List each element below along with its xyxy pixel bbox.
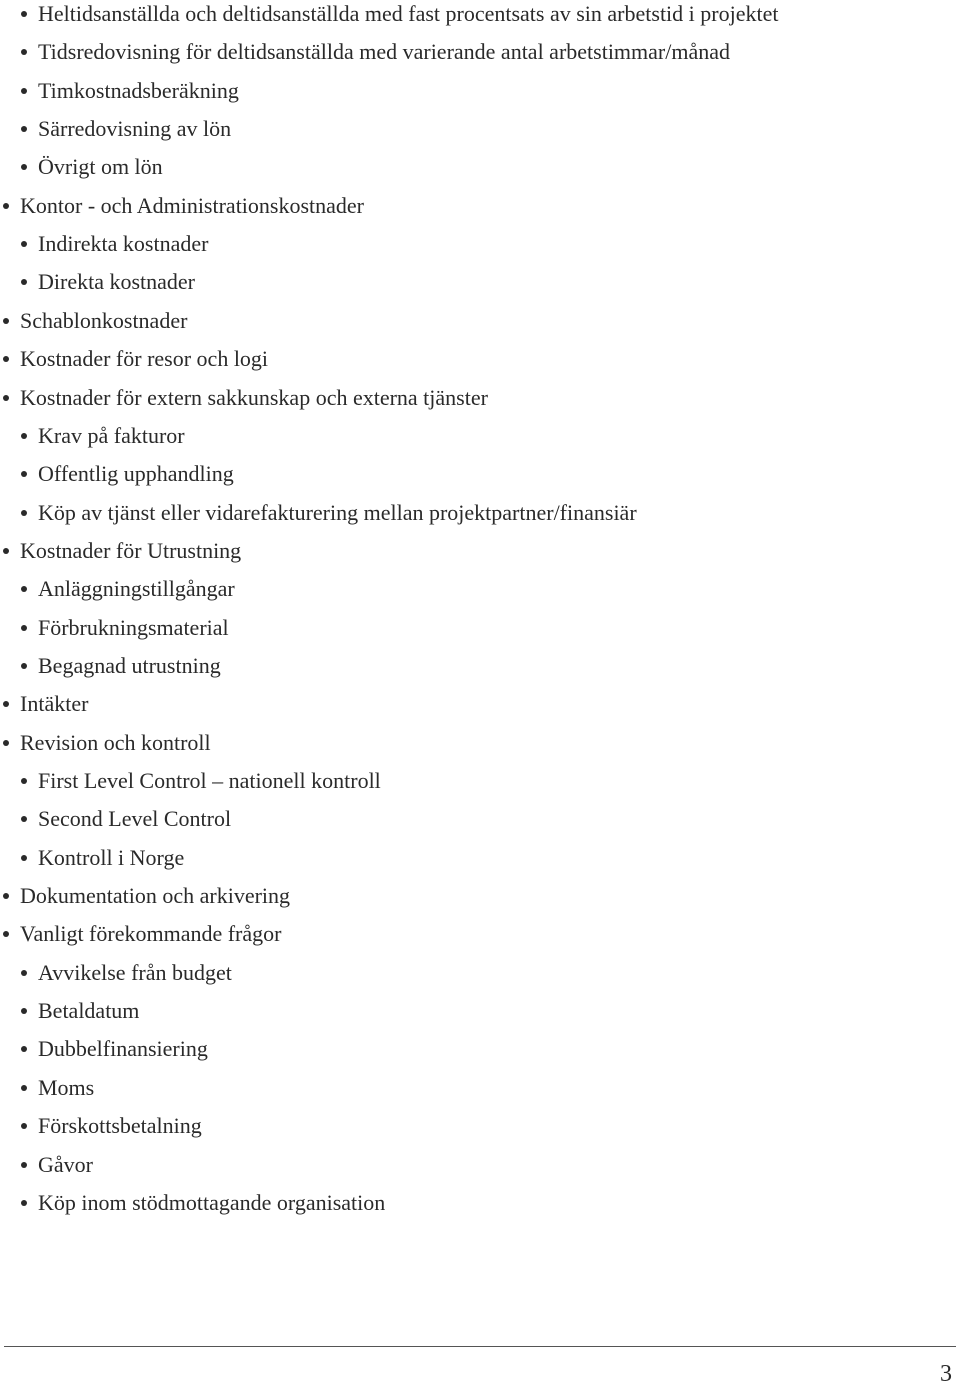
bullet-icon [3, 203, 9, 209]
list-item-label: Direkta kostnader [38, 269, 195, 295]
list-item-label: Övrigt om lön [38, 154, 163, 180]
list-item-label: Offentlig upphandling [38, 461, 234, 487]
bullet-icon [21, 1008, 27, 1014]
list-item-label: Dokumentation och arkivering [20, 883, 291, 909]
bullet-icon [3, 701, 9, 707]
bullet-icon [3, 318, 9, 324]
list-item-label: Gåvor [38, 1151, 93, 1177]
list-item-label: Begagnad utrustning [38, 652, 221, 678]
bullet-icon [21, 471, 27, 477]
bullet-icon [21, 778, 27, 784]
list-item-label: Förbrukningsmaterial [38, 614, 229, 640]
list-item-label: Avvikelse från budget [38, 959, 232, 985]
list-item-label: Second Level Control [38, 806, 232, 832]
bullet-icon [21, 241, 27, 247]
list-item-label: First Level Control – nationell kontroll [38, 768, 381, 793]
list-item-label: Anläggningstillgångar [38, 576, 235, 602]
bullet-icon [3, 931, 9, 937]
bullet-icon [21, 126, 27, 132]
bullet-icon [21, 663, 27, 669]
bullet-icon [21, 855, 27, 861]
list-item-label: Indirekta kostnader [38, 231, 209, 257]
list-item-label: Kostnader för extern sakkunskap och externa tjänster [20, 384, 488, 410]
page-number: 3 [940, 1361, 952, 1387]
list-item-label: Köp inom stödmottagande organisation [38, 1189, 386, 1215]
list-item-label: Kontroll i Norge [38, 844, 185, 870]
list-item-label: Kostnader för resor och logi [20, 346, 269, 372]
bullet-icon [21, 510, 27, 516]
bullet-icon [3, 548, 9, 554]
bullet-icon [21, 279, 27, 285]
footer-divider [4, 1346, 956, 1347]
list-item-label: Vanligt förekommande frågor [20, 921, 282, 947]
bullet-icon [21, 1200, 27, 1206]
bullet-icon [21, 433, 27, 439]
list-item-label: Heltidsanställda och deltidsanställda med fast procentsats av sin arbetstid i projektet [38, 1, 779, 26]
bullet-icon [3, 893, 9, 899]
bullet-icon [21, 11, 27, 17]
list-item-label: Krav på fakturor [38, 422, 185, 448]
list-item-label: Tidsredovisning för deltidsanställda med varierande antal arbetstimmar/månad [38, 39, 731, 65]
list-item-label: Köp av tjänst eller vidarefakturering mellan projektpartner/finansiär [38, 499, 637, 525]
list-item-label: Förskottsbetalning [38, 1113, 202, 1139]
list-item-label: Timkostnadsberäkning [38, 77, 239, 103]
bullet-icon [21, 164, 27, 170]
list-item-label: Revision och kontroll [20, 729, 211, 755]
bullet-icon [21, 970, 27, 976]
bullet-icon [3, 740, 9, 746]
bullet-icon [21, 1046, 27, 1052]
list-item-label: Kontor - och Administrationskostnader [20, 192, 365, 218]
list-item-label: Kostnader för Utrustning [20, 537, 242, 563]
bullet-icon [21, 816, 27, 822]
bullet-icon [21, 586, 27, 592]
list-item-label: Betaldatum [38, 998, 140, 1024]
bullet-icon [3, 356, 9, 362]
bullet-icon [21, 1162, 27, 1168]
bullet-icon [21, 1085, 27, 1091]
list-item-label: Schablonkostnader [20, 307, 188, 333]
bullet-icon [3, 395, 9, 401]
list-item-label: Särredovisning av lön [38, 116, 232, 142]
bullet-icon [21, 1123, 27, 1129]
bullet-icon [21, 88, 27, 94]
list-item-label: Intäkter [20, 691, 89, 717]
list-item-label: Moms [38, 1074, 95, 1100]
bullet-icon [21, 625, 27, 631]
bullet-icon [21, 49, 27, 55]
list-item-label: Dubbelfinansiering [38, 1036, 208, 1062]
